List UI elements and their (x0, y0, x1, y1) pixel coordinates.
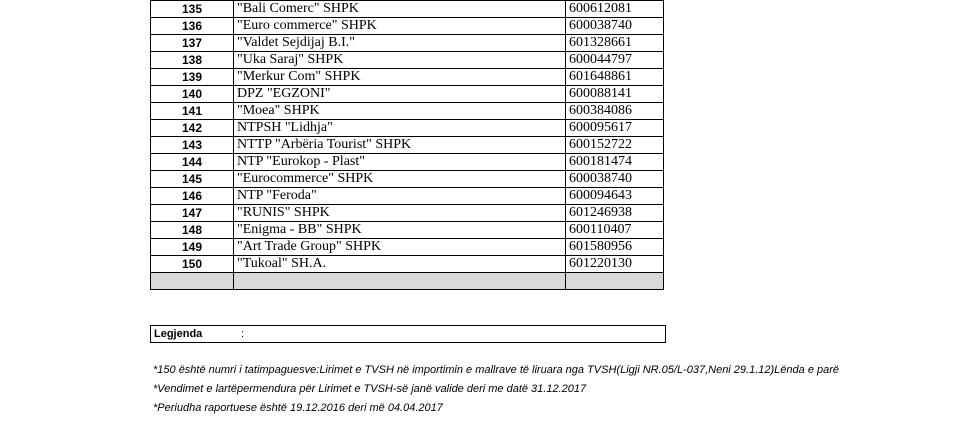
row-number: 144 (151, 154, 234, 171)
taxpayer-nipt: 601648861 (566, 69, 664, 86)
taxpayer-name: "Enigma - BB" SHPK (234, 222, 566, 239)
taxpayer-nipt: 601246938 (566, 205, 664, 222)
row-number: 141 (151, 103, 234, 120)
row-number: 137 (151, 35, 234, 52)
table-row (151, 154, 664, 171)
table-row (151, 205, 664, 222)
taxpayer-nipt: 601220130 (566, 256, 664, 273)
row-number: 139 (151, 69, 234, 86)
footnote-taxpayer-count: *150 është numri i tatimpaguesve:Lirimet e TVSH në importimin e mallrave të liruara nga TVSH(Ligji NR.05/L-037,Neni 29.1.12)Lënda e parë (153, 364, 840, 376)
taxpayer-name: DPZ "EGZONI" (234, 86, 566, 103)
table-row (151, 171, 664, 188)
empty-cell (151, 273, 234, 290)
taxpayer-nipt: 601328661 (566, 35, 664, 52)
taxpayer-nipt: 600181474 (566, 154, 664, 171)
legend-colon: : (241, 328, 245, 340)
row-number: 143 (151, 137, 234, 154)
taxpayer-nipt: 600612081 (566, 1, 664, 18)
taxpayer-name: NTPSH "Lidhja" (234, 120, 566, 137)
table-row (151, 188, 664, 205)
taxpayer-name: NTTP "Arbëria Tourist" SHPK (234, 137, 566, 154)
taxpayer-nipt: 600152722 (566, 137, 664, 154)
table-row (151, 35, 664, 52)
table-row (151, 18, 664, 35)
taxpayer-nipt: 600038740 (566, 18, 664, 35)
row-number: 146 (151, 188, 234, 205)
taxpayer-nipt: 601580956 (566, 239, 664, 256)
table-row (151, 239, 664, 256)
empty-cell (566, 273, 664, 290)
taxpayer-name: "Valdet Sejdijaj B.I." (234, 35, 566, 52)
taxpayer-nipt: 600095617 (566, 120, 664, 137)
table-total-row (151, 273, 664, 290)
row-number: 148 (151, 222, 234, 239)
taxpayer-nipt: 600088141 (566, 86, 664, 103)
table-row (151, 86, 664, 103)
row-number: 140 (151, 86, 234, 103)
empty-cell (234, 273, 566, 290)
taxpayer-name: NTP "Feroda" (234, 188, 566, 205)
taxpayer-name: "Moea" SHPK (234, 103, 566, 120)
footnote-validity: *Vendimet e lartëpermendura për Lirimet e TVSH-së janë valide deri me datë 31.12.2017 (153, 383, 587, 395)
table-row (151, 1, 664, 18)
table-row (151, 103, 664, 120)
legend-box (150, 325, 666, 343)
row-number: 150 (151, 256, 234, 273)
taxpayer-nipt: 600094643 (566, 188, 664, 205)
taxpayer-nipt: 600384086 (566, 103, 664, 120)
taxpayer-table-body (151, 1, 664, 290)
table-row (151, 256, 664, 273)
table-row (151, 120, 664, 137)
row-number: 142 (151, 120, 234, 137)
taxpayer-nipt: 600110407 (566, 222, 664, 239)
table-row (151, 69, 664, 86)
legend-label: Legjenda (154, 328, 203, 340)
row-number: 136 (151, 18, 234, 35)
row-number: 149 (151, 239, 234, 256)
taxpayer-name: NTP "Eurokop - Plast" (234, 154, 566, 171)
table-row (151, 137, 664, 154)
taxpayer-name: "Art Trade Group" SHPK (234, 239, 566, 256)
taxpayer-name: "Uka Saraj" SHPK (234, 52, 566, 69)
taxpayer-table (150, 0, 664, 290)
row-number: 138 (151, 52, 234, 69)
row-number: 147 (151, 205, 234, 222)
taxpayer-name: "RUNIS" SHPK (234, 205, 566, 222)
taxpayer-nipt: 600038740 (566, 171, 664, 188)
taxpayer-name: "Merkur Com" SHPK (234, 69, 566, 86)
taxpayer-name: "Euro commerce" SHPK (234, 18, 566, 35)
taxpayer-name: "Eurocommerce" SHPK (234, 171, 566, 188)
taxpayer-nipt: 600044797 (566, 52, 664, 69)
table-row (151, 52, 664, 69)
row-number: 145 (151, 171, 234, 188)
row-number: 135 (151, 1, 234, 18)
taxpayer-name: "Bali Comerc" SHPK (234, 1, 566, 18)
table-row (151, 222, 664, 239)
footnote-reporting-period: *Periudha raportuese është 19.12.2016 deri më 04.04.2017 (153, 402, 443, 414)
taxpayer-name: "Tukoal" SH.A. (234, 256, 566, 273)
